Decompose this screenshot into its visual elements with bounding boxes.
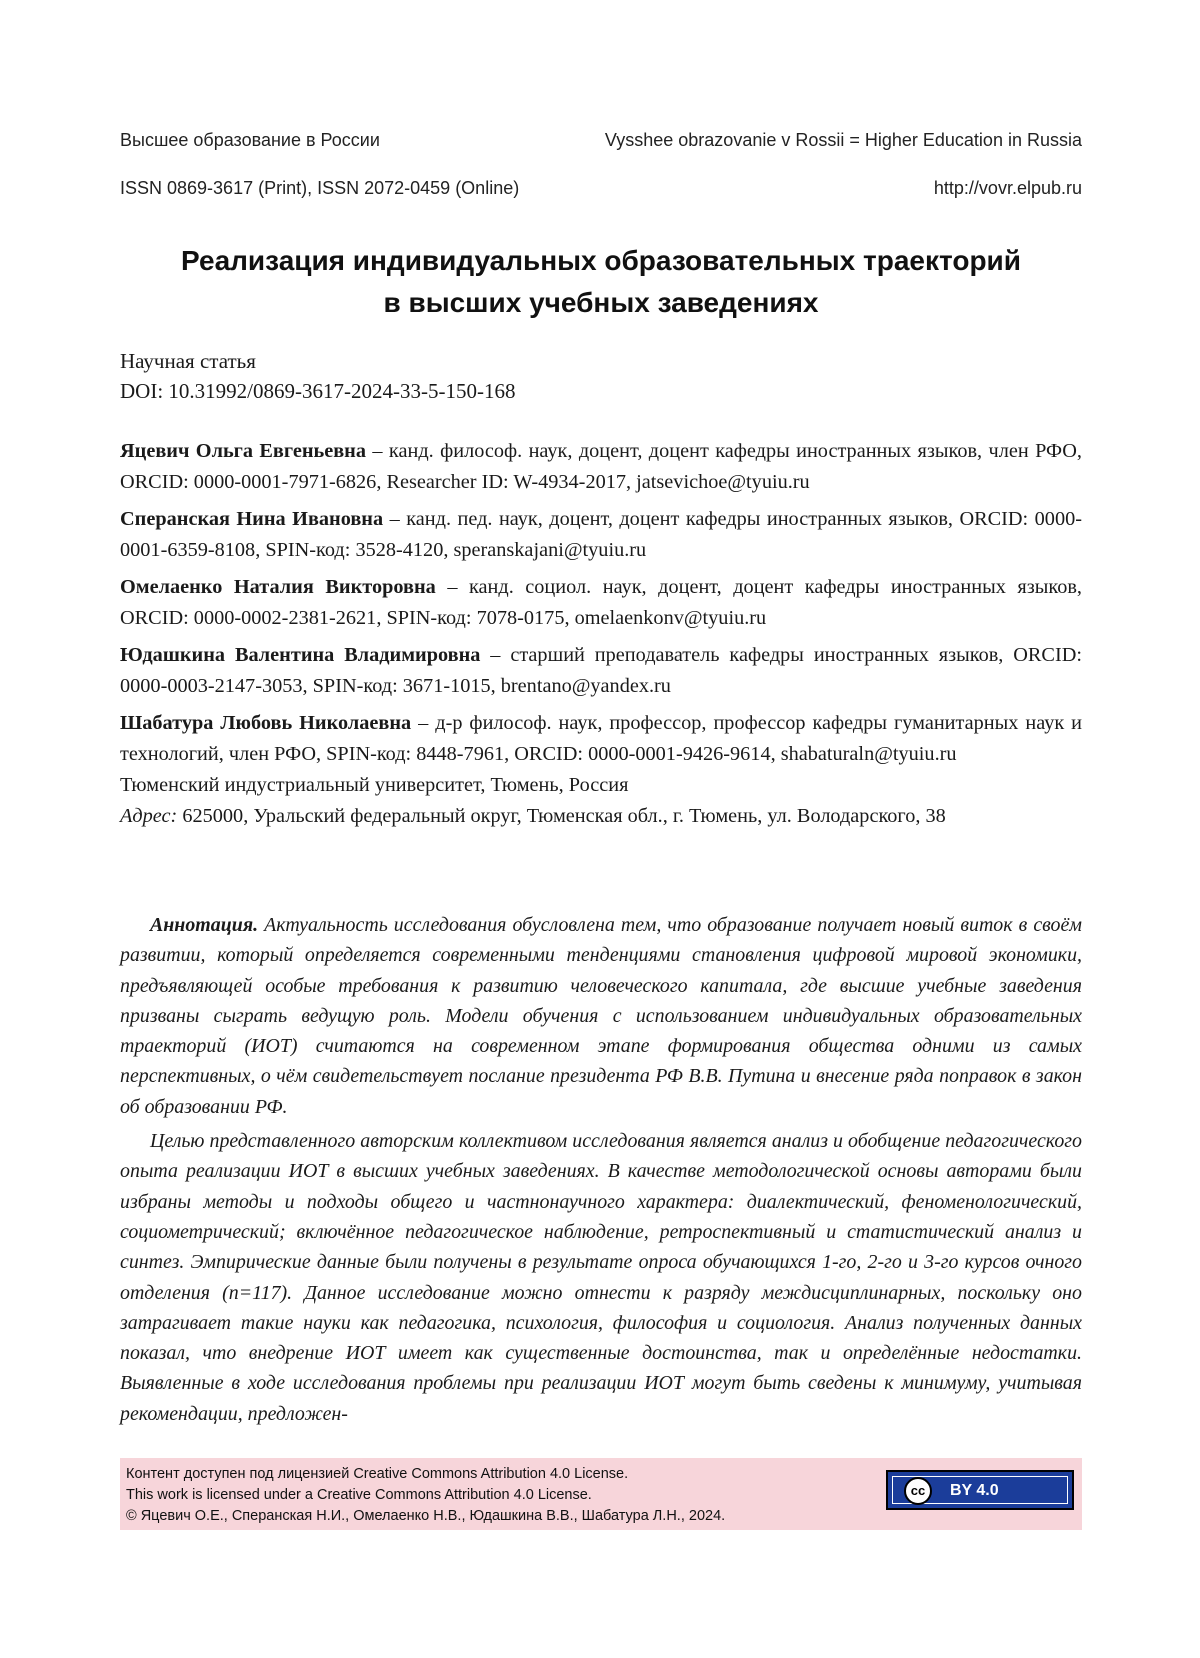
article-meta — [120, 346, 1082, 406]
article-page — [120, 0, 1082, 1658]
author-entry — [120, 572, 1082, 634]
abstract-text-1: Актуальность исследования обусловлена тем, что образование получает новый виток в своём развитии, который определяется современными тенденциями становления цифровой мировой экономики, предъявляющей особые требования к развитию человеческого капитала, где высшие учебные заведения призваны сыграть ведущую роль. Модели обучения с использованием индивидуальных образовательных траекторий (ИОТ) считаются на современном этапе формирования общества одними из самых перспективных, о чём свидетельствует послание президента РФ В.В. Путина и внесение ряда поправок в закон об образовании РФ. — [120, 914, 1082, 1118]
title-line-1: Реализация индивидуальных образовательных траекторий — [181, 245, 1021, 276]
title-line-2: в высших учебных заведениях — [383, 287, 819, 318]
author-name: Сперанская Нина Ивановна — [120, 508, 384, 530]
affiliation: Тюменский индустриальный университет, Тюмень, Россия — [120, 774, 629, 796]
abstract-label: Аннотация. — [150, 914, 259, 936]
author-details: – канд. пед. наук, доцент, доцент кафедры иностранных языков, ORCID: 0000-0001-6359-8108, SPIN-код: 3528-4120, speranskajani@tyuiu.ru — [120, 508, 1082, 561]
abstract-paragraph-1 — [120, 910, 1082, 1122]
author-entry — [120, 708, 1082, 770]
author-entry — [120, 436, 1082, 498]
abstract-paragraph-2: Целью представленного авторским коллективом исследования является анализ и обобщение педагогического опыта реализации ИОТ в высших учебных заведениях. В качестве методологической основы авторами были избраны методы и подходы общего и частнонаучного характера: диалектический, феноменологический, социометрический; включённое педагогическое наблюдение, ретроспективный и статистический анализ и синтез. Эмпирические данные были получены в результате опроса обучающихся 1-го, 2-го и 3-го курсов очного отделения (n=117). Данное исследование можно отнести к разряду междисциплинарных, поскольку оно затрагивает такие науки как педагогика, психология, философия и социология. Анализ полученных данных показал, что внедрение ИОТ имеет как существенные достоинства, так и определённые недостатки. Выявленные в ходе исследования проблемы при реализации ИОТ могут быть сведены к минимуму, учитывая рекомендации, предложен- — [120, 1130, 1082, 1425]
issn: ISSN 0869-3617 (Print), ISSN 2072-0459 (Online) — [120, 178, 520, 198]
license-line-en: This work is licensed under a Creative Commons Attribution 4.0 License. — [126, 1487, 592, 1503]
author-entry — [120, 504, 1082, 566]
license-text — [126, 1464, 725, 1527]
author-details: – старший преподаватель кафедры иностранных языков, ORCID: 0000-0003-2147-3053, SPIN-код: 3671-1015, brentano@yandex.ru — [120, 644, 1082, 697]
author-list — [120, 436, 1082, 832]
cc-icon: cc — [904, 1477, 932, 1505]
license-box — [120, 1458, 1082, 1530]
address-label: Адрес: — [120, 805, 178, 827]
author-details: – канд. социол. наук, доцент, доцент кафедры иностранных языков, ORCID: 0000-0002-2381-2621, SPIN-код: 7078-0175, omelaenkonv@tyuiu.ru — [120, 576, 1082, 629]
address — [120, 801, 1082, 832]
author-details: – канд. философ. наук, доцент, доцент кафедры иностранных языков, член РФО, ORCID: 0000-0001-7971-6826, Researcher ID: W-4934-2017, jatsevichoe@tyuiu.ru — [120, 440, 1082, 493]
license-line-ru: Контент доступен под лицензией Creative Commons Attribution 4.0 License. — [126, 1466, 629, 1482]
author-entry — [120, 640, 1082, 702]
article-title — [120, 240, 1082, 324]
author-details: – д-р философ. наук, профессор, профессор кафедры гуманитарных наук и технологий, член РФО, SPIN-код: 8448-7961, ORCID: 0000-0001-9426-9614, shabaturaln@tyuiu.ru — [120, 712, 1083, 765]
abstract — [120, 910, 1082, 1433]
issn-header — [120, 178, 1082, 199]
copyright-line: © Яцевич О.Е., Сперанская Н.И., Омелаенко Н.В., Юдашкина В.В., Шабатура Л.Н., 2024. — [126, 1508, 726, 1524]
journal-title-en: Vysshee obrazovanie v Rossii = Higher Education in Russia — [604, 130, 1082, 150]
author-name: Шабатура Любовь Николаевна — [120, 712, 412, 734]
author-name: Омелаенко Наталия Викторовна — [120, 576, 436, 598]
cc-badge-label: BY 4.0 — [950, 1482, 999, 1499]
journal-title-ru: Высшее образование в России — [120, 130, 380, 150]
cc-by-badge[interactable] — [886, 1470, 1074, 1510]
doi[interactable]: DOI: 10.31992/0869-3617-2024-33-5-150-168 — [120, 379, 516, 403]
journal-url[interactable]: http://vovr.elpub.ru — [933, 178, 1082, 198]
author-name: Юдашкина Валентина Владимировна — [120, 644, 481, 666]
author-name: Яцевич Ольга Евгеньевна — [120, 440, 367, 462]
address-text: 625000, Уральский федеральный округ, Тюменская обл., г. Тюмень, ул. Володарского, 38 — [177, 805, 946, 827]
running-header — [120, 130, 1082, 151]
article-type: Научная статья — [120, 349, 256, 373]
